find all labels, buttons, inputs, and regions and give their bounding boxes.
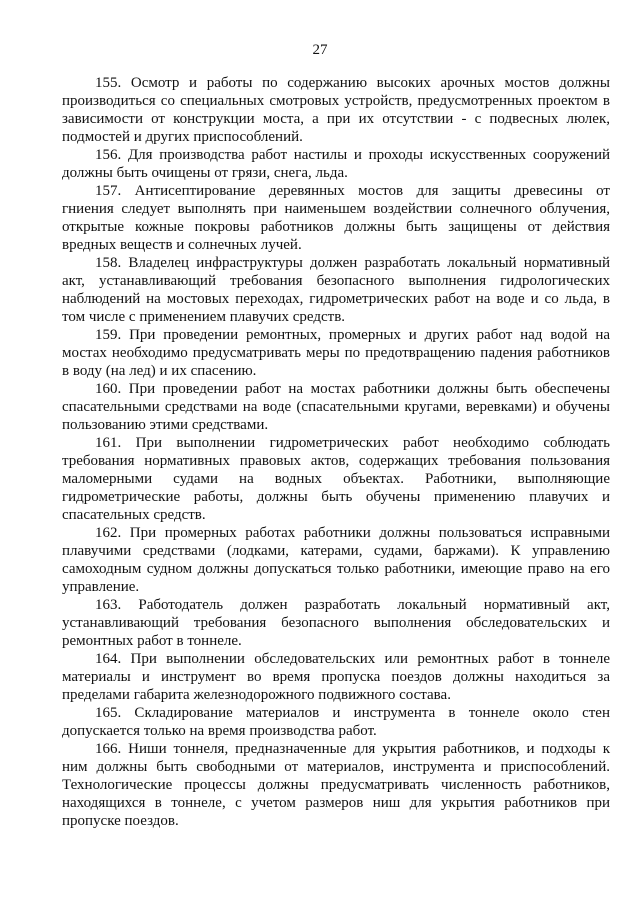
text-line: производиться со специальных смотровых устройств, предусмотренных проектом в	[62, 93, 610, 109]
text-line: самоходным судном должны допускаться только работники, имеющие право на его	[62, 561, 610, 577]
text-line: 166. Ниши тоннеля, предназначенные для укрытия работников, и подходы к	[95, 741, 610, 757]
text-line: находящихся в тоннеле, с учетом размеров ниш для укрытия работников при	[62, 795, 610, 811]
text-line: спасательными средствами на воде (спасательными кругами, веревками) и обучены	[62, 399, 610, 415]
text-line: должны быть очищены от грязи, снега, льда.	[62, 165, 348, 181]
text-line: маломерными судами на водных объектах. Работники, выполняющие	[62, 471, 610, 487]
text-line: 162. При промерных работах работники должны пользоваться исправными	[95, 525, 610, 541]
text-line: 160. При проведении работ на мостах работники должны быть обеспечены	[95, 381, 610, 397]
text-line: наблюдений на мостовых переходах, гидрометрических работ на воде и со льда, в	[62, 291, 610, 307]
text-line: спасательных средств.	[62, 507, 206, 523]
text-line: плавучими средствами (лодками, катерами, судами, баржами). К управлению	[62, 543, 610, 559]
text-line: акт, устанавливающий требования безопасного выполнения гидрологических	[62, 273, 610, 289]
text-line: 157. Антисептирование деревянных мостов для защиты древесины от	[95, 183, 610, 199]
text-line: 165. Складирование материалов и инструмента в тоннеле около стен	[95, 705, 610, 721]
paragraph	[62, 704, 610, 740]
text-line: ремонтных работ в тоннеле.	[62, 633, 242, 649]
text-line: мостах необходимо предусматривать меры по предотвращению падения работников	[62, 345, 610, 361]
text-line: 159. При проведении ремонтных, промерных и других работ над водой на	[95, 327, 610, 343]
text-line: открытые кожные покровы работников должны быть защищены от действия	[62, 219, 610, 235]
text-line: том числе с применением плавучих средств.	[62, 309, 346, 325]
text-line: зависимости от конструкции моста, а при их отсутствии - с подвесных люлек,	[62, 111, 610, 127]
paragraph	[62, 596, 610, 650]
text-line: гниения следует выполнять при наименьшем воздействии солнечного облучения,	[62, 201, 610, 217]
paragraph	[62, 650, 610, 704]
text-line: 164. При выполнении обследовательских или ремонтных работ в тоннеле	[95, 651, 610, 667]
text-line: пределами габарита железнодорожного подвижного состава.	[62, 687, 451, 703]
paragraph	[62, 326, 610, 380]
text-line: требования нормативных правовых актов, содержащих требования пользования	[62, 453, 610, 469]
text-line: 163. Работодатель должен разработать локальный нормативный акт,	[95, 597, 610, 613]
text-line: пропуске поездов.	[62, 813, 179, 829]
text-line: Технологические процессы должны предусматривать численность работников,	[62, 777, 610, 793]
text-line: 158. Владелец инфраструктуры должен разработать локальный нормативный	[95, 255, 610, 271]
text-line: 155. Осмотр и работы по содержанию высоких арочных мостов должны	[95, 75, 610, 91]
paragraph	[62, 182, 610, 254]
text-line: управление.	[62, 579, 140, 595]
text-line: материалы и инструмент во время пропуска поездов должны находиться за	[62, 669, 610, 685]
paragraph	[62, 380, 610, 434]
text-line: допускается только на время производства работ.	[62, 723, 377, 739]
text-line: 161. При выполнении гидрометрических работ необходимо соблюдать	[95, 435, 610, 451]
paragraph	[62, 146, 610, 182]
paragraph	[62, 524, 610, 596]
text-line: 156. Для производства работ настилы и проходы искусственных сооружений	[95, 147, 610, 163]
text-line: вредных веществ и солнечных лучей.	[62, 237, 302, 253]
text-line: устанавливающий требования безопасного выполнения обследовательских и	[62, 615, 610, 631]
paragraph	[62, 254, 610, 326]
paragraph	[62, 434, 610, 524]
text-line: в воду (на лед) и их спасению.	[62, 363, 257, 379]
paragraph	[62, 74, 610, 146]
text-line: пользованию этими средствами.	[62, 417, 269, 433]
paragraph	[62, 740, 610, 830]
text-line: подмостей и других приспособлений.	[62, 129, 303, 145]
text-line: гидрометрические работы, должны быть обучены применению плавучих и	[62, 489, 610, 505]
document-body	[62, 74, 610, 830]
page-number: 27	[312, 42, 328, 58]
text-line: ним должны быть свободными от материалов, инструмента и приспособлений.	[62, 759, 610, 775]
